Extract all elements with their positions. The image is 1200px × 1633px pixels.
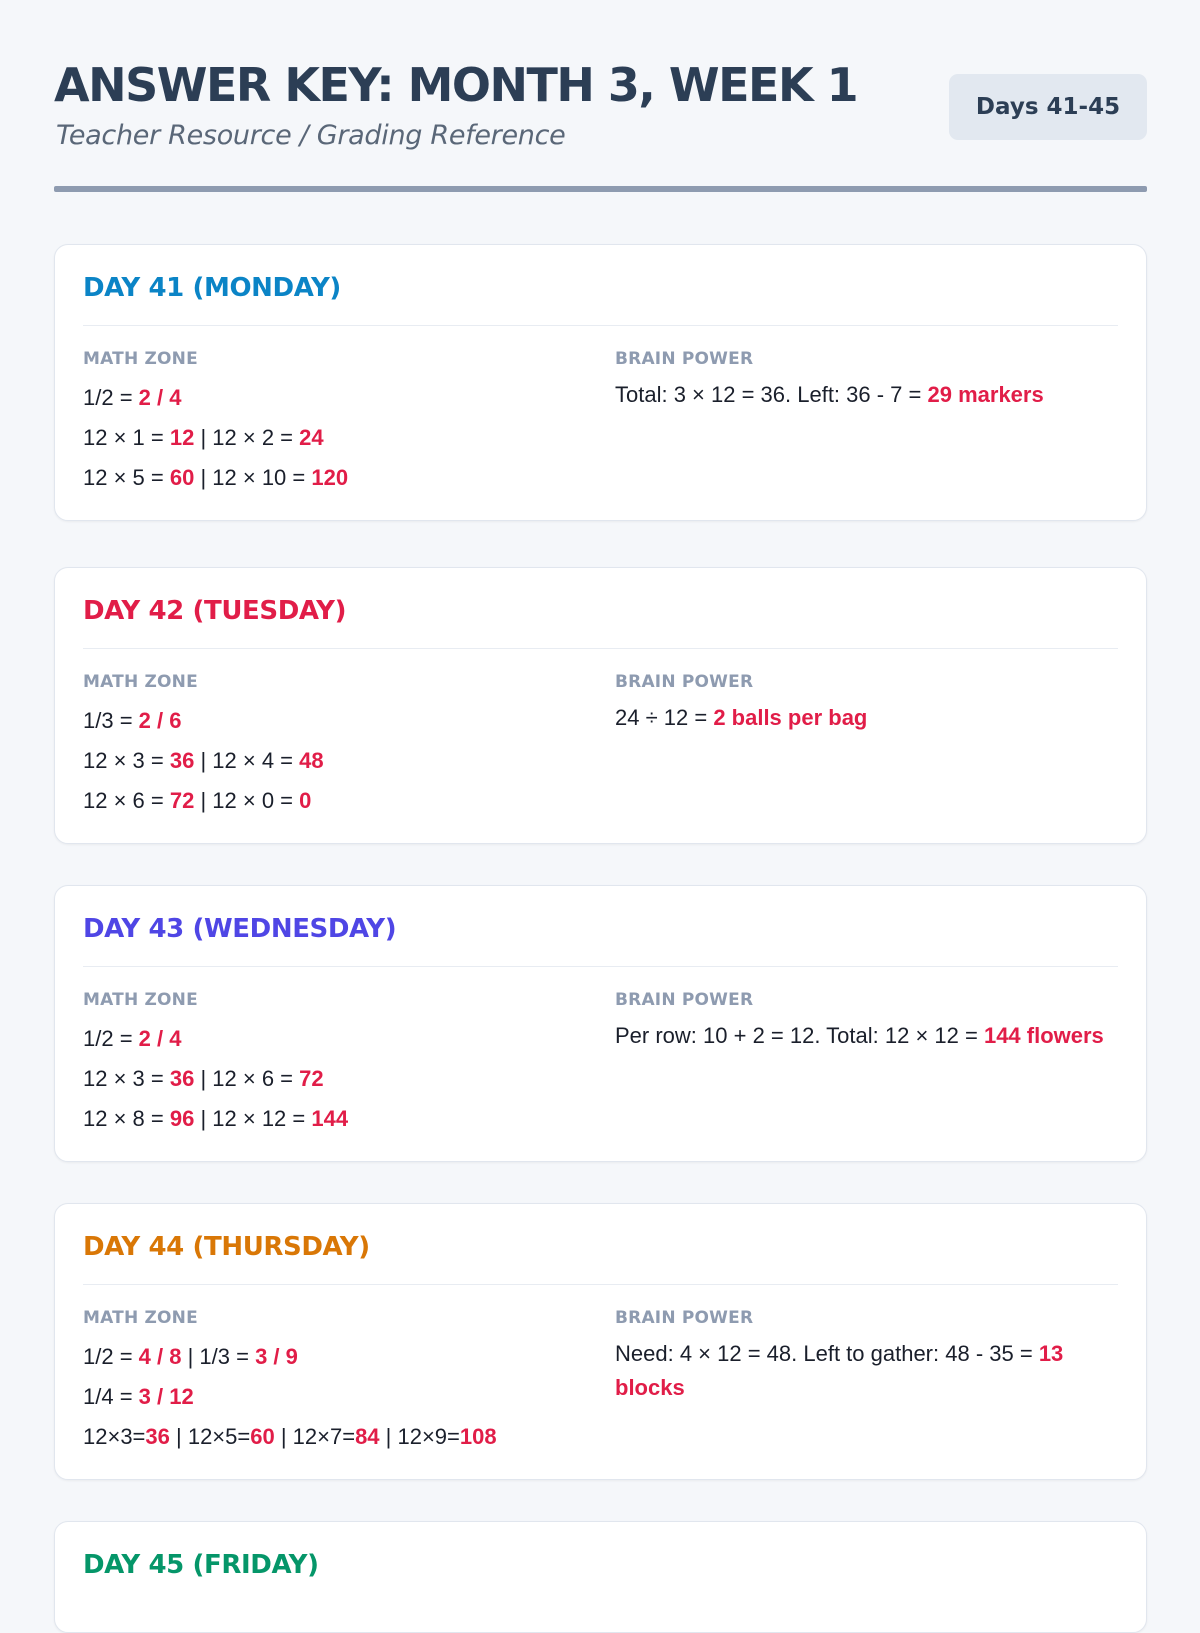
math-line: 12 × 3 = 36 | 12 × 6 = 72 (83, 1066, 324, 1091)
day-card-44 (54, 1203, 1147, 1480)
math-zone-label: MATH ZONE (83, 990, 198, 1010)
brain-power-section (615, 349, 1115, 412)
day-title: DAY 43 (WEDNESDAY) (83, 914, 397, 944)
answer: 36 (169, 748, 195, 773)
answer: 29 markers (927, 382, 1044, 407)
answer: 2 / 4 (138, 1026, 182, 1051)
answer: 36 (169, 1066, 195, 1091)
math-zone-label: MATH ZONE (83, 349, 198, 369)
answer: 12 (169, 425, 195, 450)
header-divider (54, 186, 1147, 192)
page-title: ANSWER KEY: MONTH 3, WEEK 1 (54, 58, 858, 112)
brain-power-section (615, 990, 1115, 1053)
answer: 60 (169, 465, 195, 490)
brain-power-label: BRAIN POWER (615, 1308, 754, 1328)
answer: 2 / 6 (138, 708, 182, 733)
brain-power-label: BRAIN POWER (615, 990, 754, 1010)
card-divider (83, 325, 1118, 326)
math-line: 12 × 1 = 12 | 12 × 2 = 24 (83, 425, 324, 450)
math-line: 1/2 = 2 / 4 (83, 1026, 182, 1051)
answer: 3 / 12 (138, 1384, 194, 1409)
answer: 2 balls per bag (713, 705, 868, 730)
math-zone-section (83, 349, 583, 498)
card-divider (83, 648, 1118, 649)
math-zone-section (83, 672, 583, 821)
answer: 72 (169, 788, 195, 813)
answer: 72 (299, 1066, 324, 1091)
page-header (54, 54, 1147, 192)
math-zone-label: MATH ZONE (83, 1308, 198, 1328)
brain-power-text: Per row: 10 + 2 = 12. Total: 12 × 12 = 144 flowers (615, 1023, 1104, 1048)
answer: 84 (355, 1424, 380, 1449)
answer: 4 / 8 (138, 1344, 182, 1369)
brain-power-text: 24 ÷ 12 = 2 balls per bag (615, 705, 868, 730)
day-title: DAY 42 (TUESDAY) (83, 596, 347, 626)
answer: 48 (299, 748, 324, 773)
answer: 24 (299, 425, 324, 450)
math-line: 1/4 = 3 / 12 (83, 1384, 194, 1409)
page-subtitle: Teacher Resource / Grading Reference (56, 120, 566, 151)
answer: 108 (459, 1424, 497, 1449)
math-line: 12 × 3 = 36 | 12 × 4 = 48 (83, 748, 324, 773)
answer: 2 / 4 (138, 385, 182, 410)
math-line: 12 × 6 = 72 | 12 × 0 = 0 (83, 788, 312, 813)
answer: 0 (299, 788, 312, 813)
answer: 36 (145, 1424, 170, 1449)
math-line: 12×3=36 | 12×5=60 | 12×7=84 | 12×9=108 (83, 1424, 497, 1449)
card-divider (83, 1284, 1118, 1285)
day-title: DAY 41 (MONDAY) (83, 273, 341, 303)
day-card-41 (54, 244, 1147, 521)
math-zone-section (83, 1308, 583, 1457)
day-card-42 (54, 567, 1147, 844)
brain-power-text: Need: 4 × 12 = 48. Left to gather: 48 - 35 = 13 blocks (615, 1341, 1064, 1400)
brain-power-label: BRAIN POWER (615, 672, 754, 692)
math-line: 1/3 = 2 / 6 (83, 708, 182, 733)
answer: 60 (250, 1424, 275, 1449)
math-line: 12 × 5 = 60 | 12 × 10 = 120 (83, 465, 349, 490)
day-card-45 (54, 1521, 1147, 1633)
days-range-badge: Days 41-45 (949, 74, 1147, 140)
math-line: 1/2 = 2 / 4 (83, 385, 182, 410)
brain-power-label: BRAIN POWER (615, 349, 754, 369)
answer: 3 / 9 (255, 1344, 298, 1369)
brain-power-text: Total: 3 × 12 = 36. Left: 36 - 7 = 29 markers (615, 382, 1044, 407)
day-card-43 (54, 885, 1147, 1162)
answer: 13 blocks (615, 1341, 1064, 1400)
answer: 120 (311, 465, 349, 490)
answer: 144 flowers (983, 1023, 1104, 1048)
answer: 96 (169, 1106, 195, 1131)
answer: 144 (311, 1106, 349, 1131)
brain-power-section (615, 672, 1115, 735)
card-divider (83, 966, 1118, 967)
math-zone-label: MATH ZONE (83, 672, 198, 692)
day-title: DAY 44 (THURSDAY) (83, 1232, 370, 1262)
day-title: DAY 45 (FRIDAY) (83, 1550, 319, 1580)
math-line: 1/2 = 4 / 8 | 1/3 = 3 / 9 (83, 1344, 298, 1369)
math-zone-section (83, 990, 583, 1139)
brain-power-section (615, 1308, 1115, 1405)
math-line: 12 × 8 = 96 | 12 × 12 = 144 (83, 1106, 349, 1131)
